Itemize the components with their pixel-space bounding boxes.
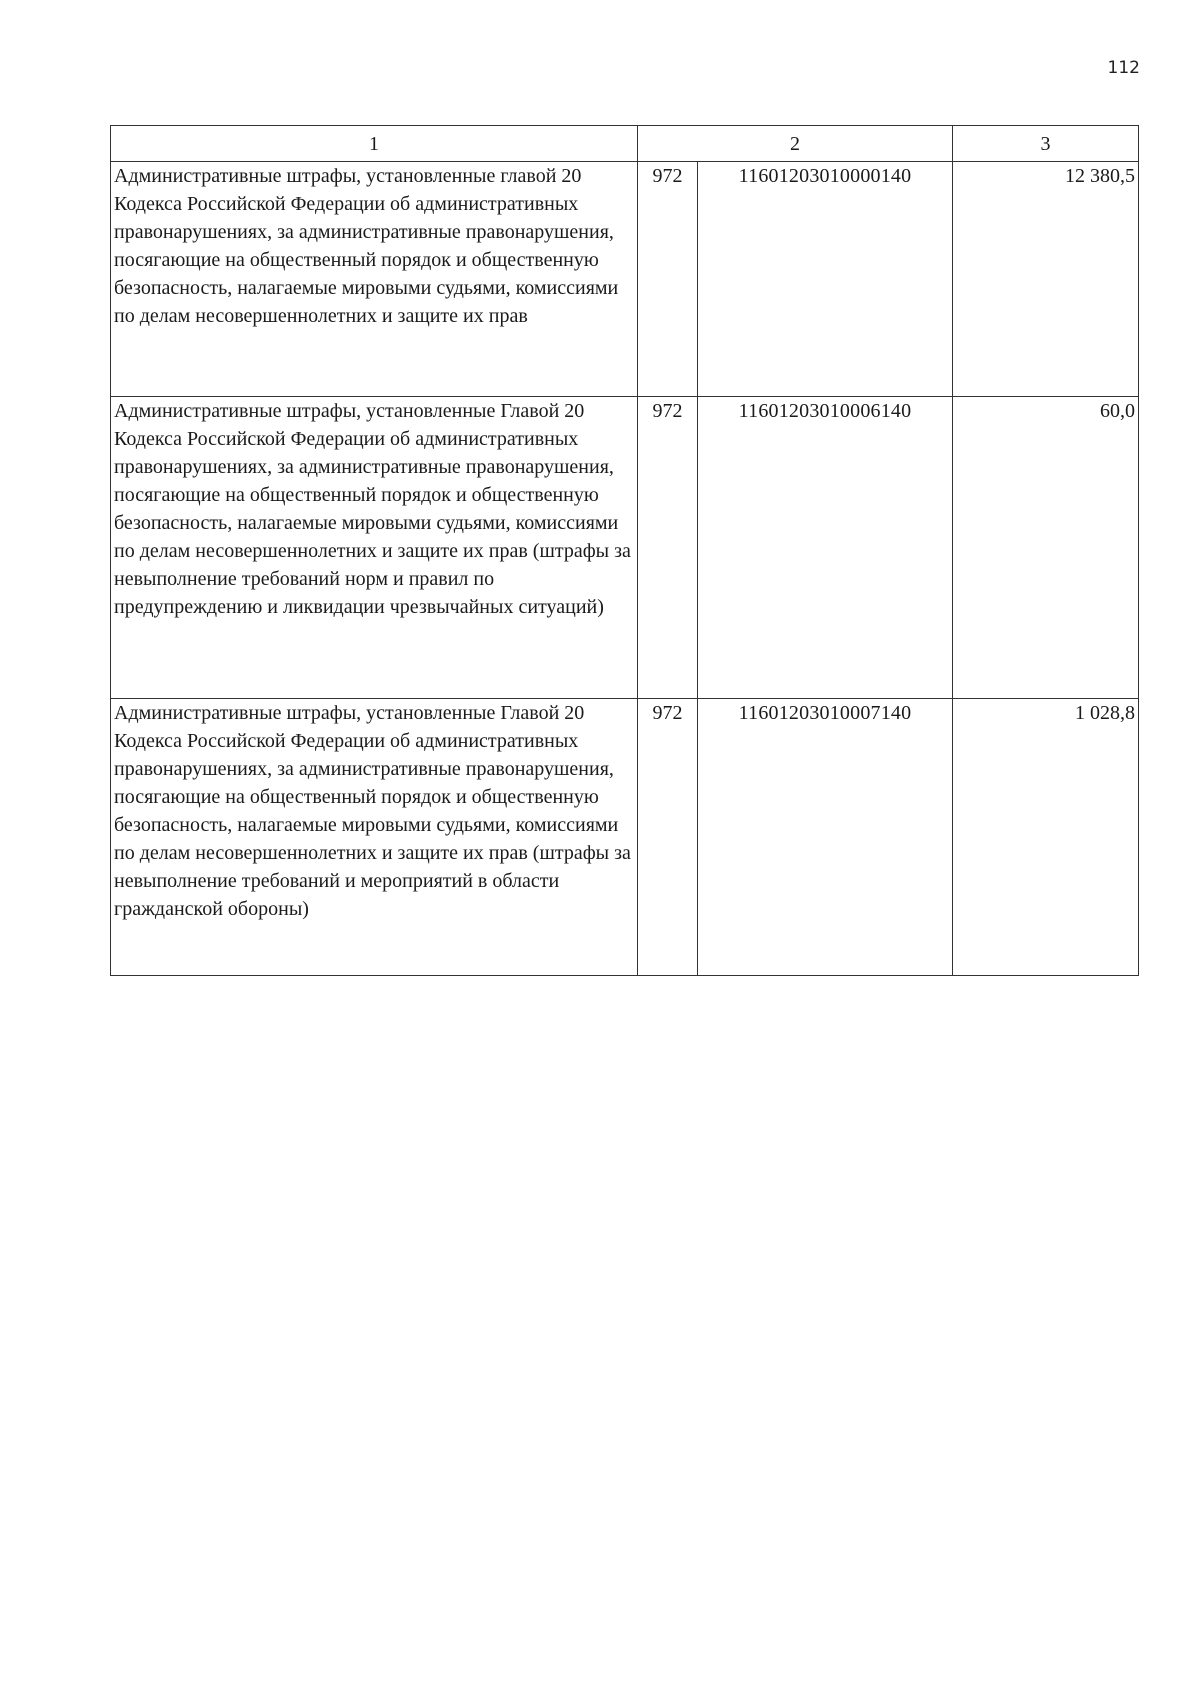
row-budget-code: 11601203010000140 bbox=[698, 162, 953, 397]
revenue-table bbox=[110, 125, 1139, 976]
row-amount: 60,0 bbox=[953, 397, 1139, 699]
row-amount: 1 028,8 bbox=[953, 699, 1139, 976]
row-admin-code: 972 bbox=[638, 699, 698, 976]
table-row bbox=[111, 699, 1139, 976]
row-budget-code: 11601203010006140 bbox=[698, 397, 953, 699]
row-amount: 12 380,5 bbox=[953, 162, 1139, 397]
row-admin-code: 972 bbox=[638, 162, 698, 397]
header-col-2: 2 bbox=[638, 126, 953, 162]
header-col-1: 1 bbox=[111, 126, 638, 162]
table-header-row bbox=[111, 126, 1139, 162]
row-description: Административные штрафы, установленные главой 20 Кодекса Российской Федерации об административных правонарушениях, за административные правонарушения, посягающие на общественный порядок и общественную безопасность, налагаемые мировыми судьями, комиссиями по делам несовершеннолетних и защите их прав bbox=[111, 162, 638, 397]
row-budget-code: 11601203010007140 bbox=[698, 699, 953, 976]
table-row bbox=[111, 162, 1139, 397]
row-description: Административные штрафы, установленные Главой 20 Кодекса Российской Федерации об административных правонарушениях, за административные правонарушения, посягающие на общественный порядок и общественную безопасность, налагаемые мировыми судьями, комиссиями по делам несовершеннолетних и защите их прав (штрафы за невыполнение требований и мероприятий в области гражданской обороны) bbox=[111, 699, 638, 976]
row-description: Административные штрафы, установленные Главой 20 Кодекса Российской Федерации об административных правонарушениях, за административные правонарушения, посягающие на общественный порядок и общественную безопасность, налагаемые мировыми судьями, комиссиями по делам несовершеннолетних и защите их прав (штрафы за невыполнение требований норм и правил по предупреждению и ликвидации чрезвычайных ситуаций) bbox=[111, 397, 638, 699]
row-admin-code: 972 bbox=[638, 397, 698, 699]
table-row bbox=[111, 397, 1139, 699]
page-number: 112 bbox=[1107, 58, 1140, 78]
header-col-3: 3 bbox=[953, 126, 1139, 162]
